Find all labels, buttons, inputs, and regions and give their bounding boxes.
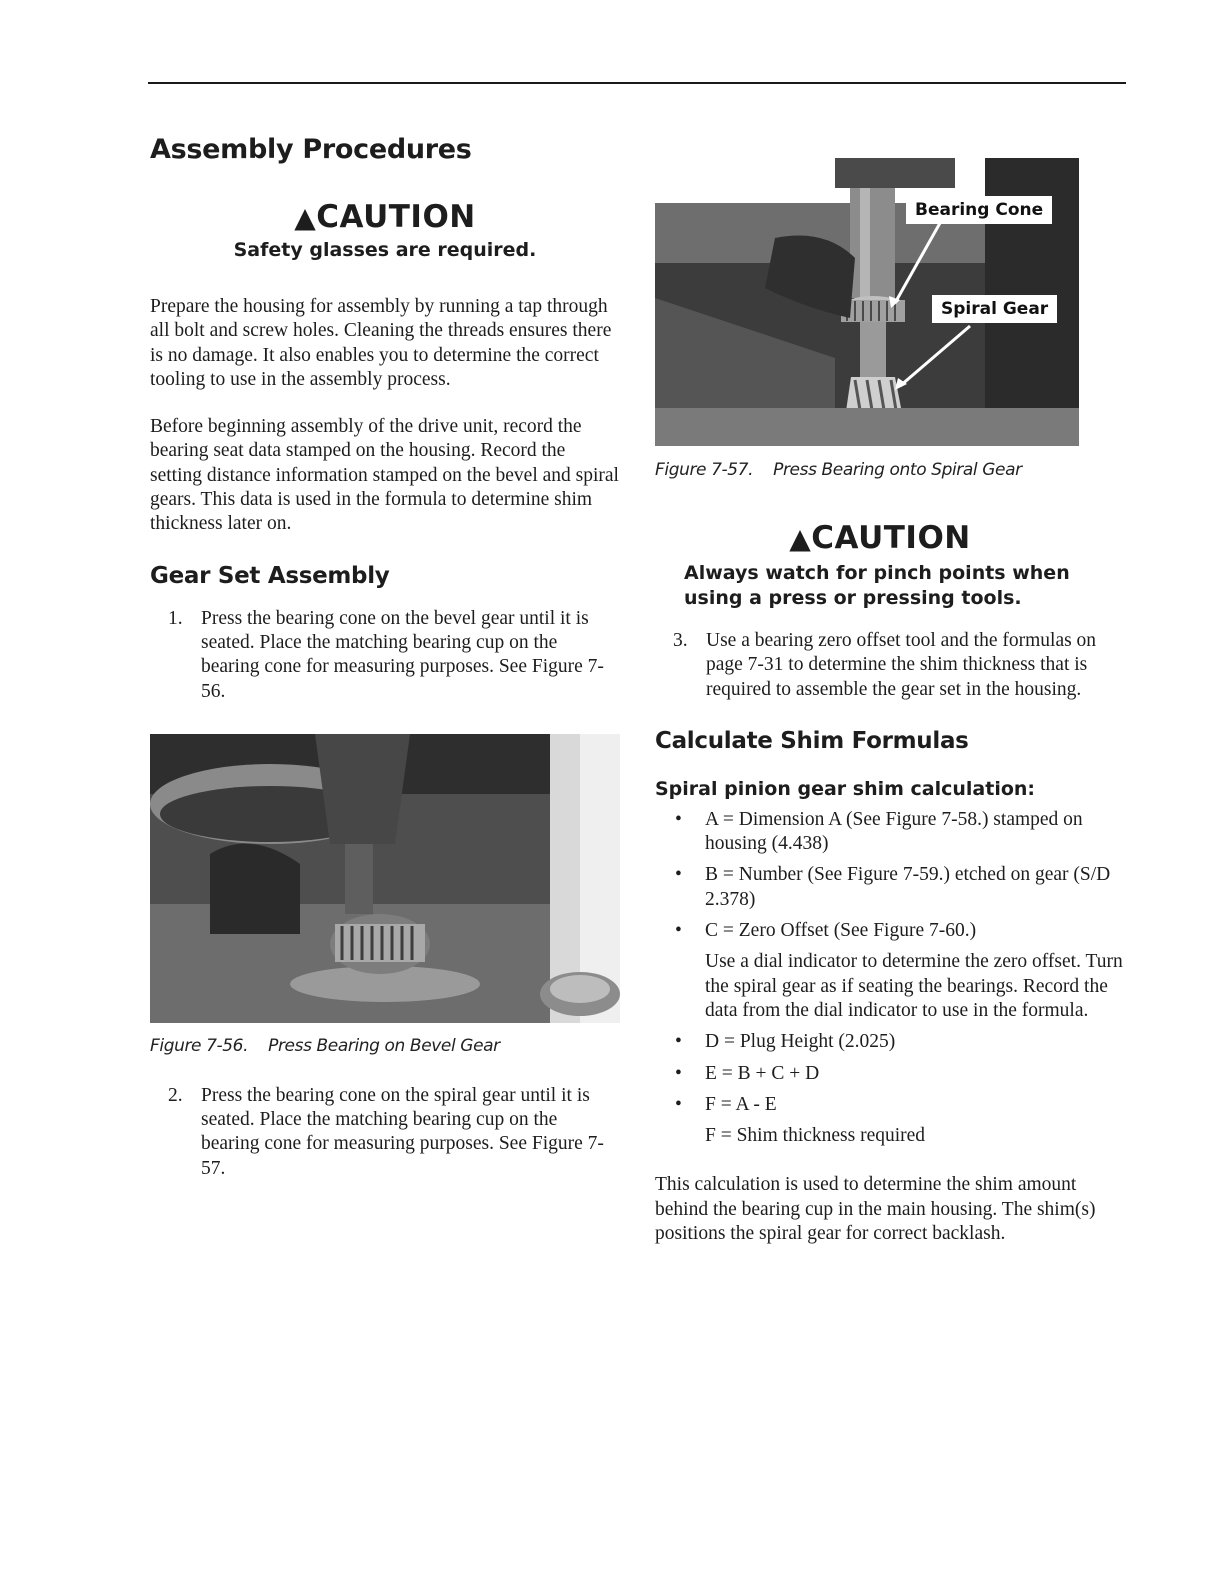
closing-paragraph: This calculation is used to determine the shim amount behind the bearing cup in the main housing. The shim(s) positions the spiral gear for correct backlash. xyxy=(655,1174,1096,1245)
caution-title-text: CAUTION xyxy=(811,520,971,556)
shim-item-f xyxy=(655,1093,1125,1117)
figure-7-57-caption xyxy=(655,460,1125,480)
shim-item-b xyxy=(655,863,1125,912)
caption-title: Press Bearing on Bevel Gear xyxy=(268,1035,500,1056)
bullet: • xyxy=(675,1093,682,1115)
shim-list-1 xyxy=(655,808,1125,943)
shim-heading: Calculate Shim Formulas xyxy=(655,727,969,754)
zero-offset-note: Use a dial indicator to determine the zero offset. Turn the spiral gear as if seating the bearings. Record the data from the dial indicator to use in the formula. xyxy=(705,951,1123,1021)
spiral-gear-label: Spiral Gear xyxy=(932,295,1057,323)
shim-list-2 xyxy=(655,1030,1125,1117)
caution-block-2 xyxy=(655,520,1125,611)
step-text: Press the bearing cone on the bevel gear until it is seated. Place the matching bearing cup on the bearing cone for measuring purposes. See Figure 7-56. xyxy=(201,607,604,702)
step-2 xyxy=(150,1084,620,1181)
shim-item-text: C = Zero Offset (See Figure 7-60.) xyxy=(705,920,977,942)
step-1 xyxy=(150,607,620,704)
section-heading: Assembly Procedures xyxy=(150,134,472,165)
right-column xyxy=(655,158,1125,1246)
bullet: • xyxy=(675,864,682,886)
bevel-gear-press-image xyxy=(150,734,620,1023)
shim-thickness-note: F = Shim thickness required xyxy=(705,1125,926,1147)
shim-item-text: E = B + C + D xyxy=(705,1062,820,1084)
shim-item-d xyxy=(655,1030,1125,1054)
bullet: • xyxy=(675,1062,682,1084)
paragraph-prepare-housing: Prepare the housing for assembly by running a tap through all bolt and screw holes. Cleaning the threads ensures there is no damage. It also enables you to determine the correct tooling to use in the assembly process. xyxy=(150,296,612,390)
steps-list-1 xyxy=(150,607,620,704)
caution-text: Always watch for pinch points when using a press or pressing tools. xyxy=(684,562,1070,609)
caution-title xyxy=(150,199,620,236)
step-text: Press the bearing cone on the spiral gear until it is seated. Place the matching bearing cup on the bearing cone for measuring purposes. See Figure 7-57. xyxy=(201,1084,604,1179)
figure-7-57-photo xyxy=(655,158,1079,446)
shim-item-text: A = Dimension A (See Figure 7-58.) stamped on housing (4.438) xyxy=(705,808,1083,855)
bullet: • xyxy=(675,1031,682,1053)
caption-title: Press Bearing onto Spiral Gear xyxy=(773,460,1022,480)
step-3 xyxy=(655,629,1125,702)
steps-list-3 xyxy=(655,629,1125,702)
bullet: • xyxy=(675,920,682,942)
bullet: • xyxy=(675,808,682,830)
step-number: 1. xyxy=(168,607,183,629)
header-rule xyxy=(148,82,1126,84)
shim-item-a xyxy=(655,808,1125,857)
caution-text: Safety glasses are required. xyxy=(233,239,537,261)
figure-7-56-photo xyxy=(150,734,620,1023)
steps-list-2 xyxy=(150,1084,620,1181)
bearing-cone-label: Bearing Cone xyxy=(906,196,1052,224)
warning-triangle-icon: ▲ xyxy=(294,201,317,234)
step-number: 2. xyxy=(168,1084,183,1106)
left-column xyxy=(150,134,620,1181)
shim-item-c xyxy=(655,919,1125,943)
shim-item-text: B = Number (See Figure 7-59.) etched on gear (S/D 2.378) xyxy=(705,864,1111,910)
caution-title-text: CAUTION xyxy=(316,199,476,235)
shim-item-text: D = Plug Height (2.025) xyxy=(705,1031,896,1053)
caution-block-1 xyxy=(150,199,620,263)
figure-7-56-caption xyxy=(150,1036,620,1056)
paragraph-record-data: Before beginning assembly of the drive unit, record the bearing seat data stamped on the housing. Record the setting distance information stamped on the bevel and spiral gears. This data is used in the formula to determine shim thickness later on. xyxy=(150,416,619,535)
caution-title xyxy=(645,520,1115,557)
step-number: 3. xyxy=(673,630,688,651)
shim-item-e xyxy=(655,1062,1125,1086)
caption-number: Figure 7-56. xyxy=(150,1035,249,1056)
gear-set-heading: Gear Set Assembly xyxy=(150,562,390,589)
shim-subheading: Spiral pinion gear shim calculation: xyxy=(655,777,1036,800)
step-text: Use a bearing zero offset tool and the formulas on page 7-31 to determine the shim thickness that is required to assemble the gear set in the housing. xyxy=(706,630,1097,700)
shim-item-text: F = A - E xyxy=(705,1093,777,1115)
caption-number: Figure 7-57. xyxy=(655,460,754,480)
warning-triangle-icon: ▲ xyxy=(789,522,812,555)
